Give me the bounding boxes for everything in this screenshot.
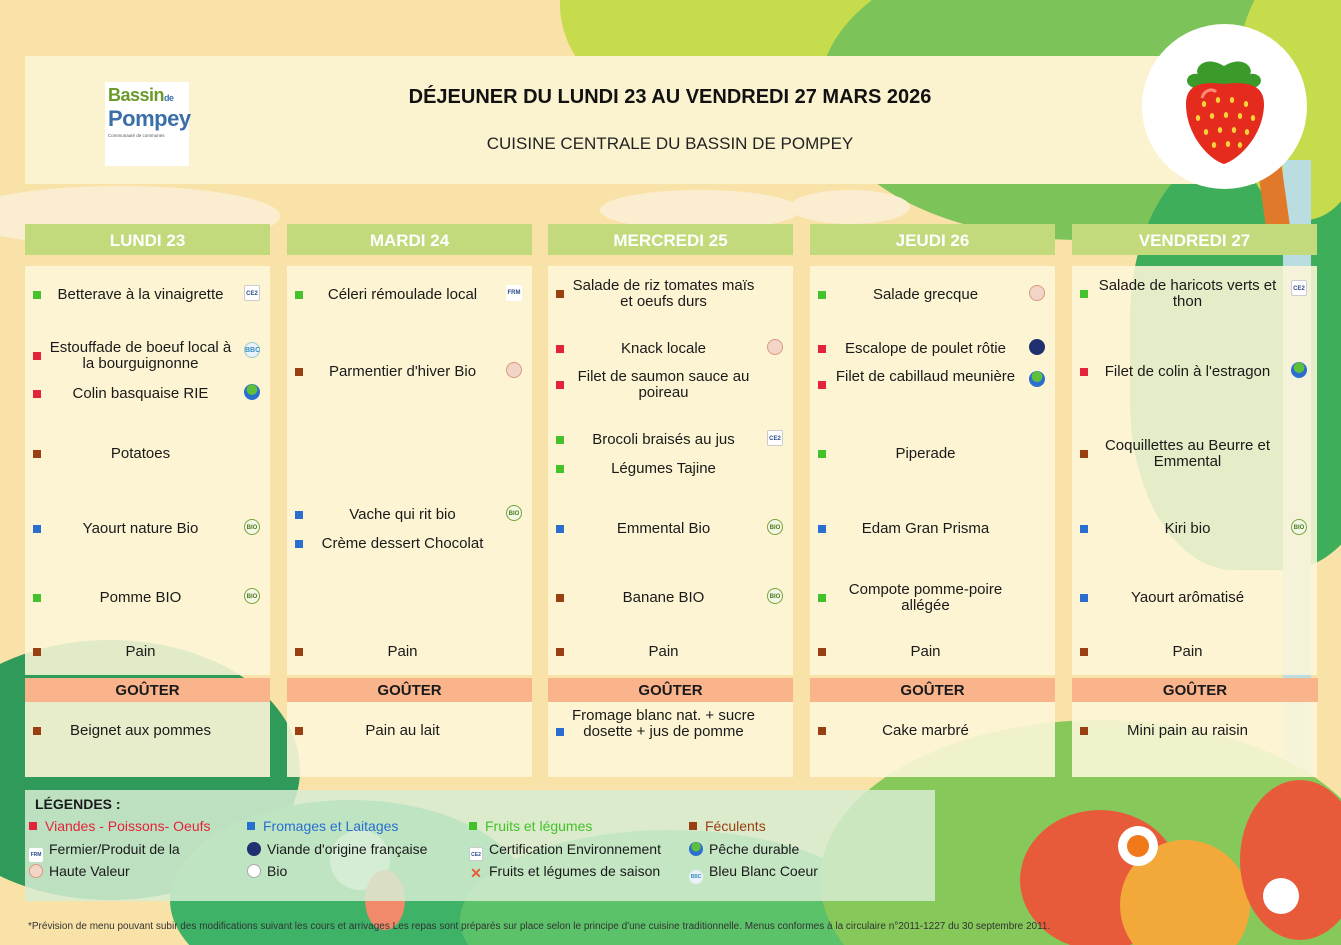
menu-item [25,644,270,660]
legend-fruits: Fruits et légumes [469,818,592,834]
legend-saison: ✕ Fruits et légumes de saison [470,863,661,881]
menu-item [548,590,793,606]
gouter-item-label: Mini pain au raisin [1127,722,1248,739]
bleu-blanc-coeur-icon: BBC [689,870,703,884]
menu-item-label: Kiri bio [1164,520,1211,537]
menu-item [548,278,793,310]
category-marker [295,291,303,299]
menu-item [548,341,793,357]
menu-item-label: Crème dessert Chocolat [321,535,484,552]
ce2-icon: CE2 [244,285,260,301]
day-header: VENDREDI 27 [1072,224,1317,255]
bio-icon: BIO [1291,519,1307,535]
legend-viande-fr: Viande d'origine française [247,841,427,857]
footnote: *Prévision de menu pouvant subir des modifications suivant les cours et arrivages Les repas sont préparés sur place selon le principe d'une cuisine traditionnelle. Menus conformes à la circulaire n°2011-1227 du 30 septembre 2011. [28,921,1051,932]
menu-item-label: Edam Gran Prisma [861,520,990,537]
menu-item [287,364,532,380]
menu-item [287,287,532,303]
fermier-icon: FRM [506,285,522,301]
menu-item [810,369,1055,385]
menu-item-label: Banane BIO [622,589,705,606]
category-marker [556,648,564,656]
gouter-panel [810,702,1055,777]
saison-icon: ✕ [470,865,482,881]
day-lunch-panel [1072,266,1317,675]
menu-item-label: Pain [910,643,941,660]
menu-item [1072,521,1317,537]
category-marker [33,352,41,360]
category-marker [1080,290,1088,298]
category-marker [556,381,564,389]
category-marker [818,594,826,602]
category-marker [818,648,826,656]
bleu-blanc-coeur-icon: BBC [244,342,260,358]
gouter-header: GOÛTER [548,678,793,702]
bio-icon: BIO [767,588,783,604]
menu-item [810,341,1055,357]
category-marker [1080,368,1088,376]
header-panel [25,56,1255,184]
gouter-item-label: Fromage blanc nat. + sucre dosette + jus de pomme [571,707,755,740]
menu-item [1072,278,1317,310]
haute-valeur-icon [1029,285,1045,301]
category-marker [1080,648,1088,656]
menu-item [548,461,793,477]
category-marker [556,345,564,353]
menu-item-label: Pain [387,643,418,660]
category-marker [33,291,41,299]
menu-item-label: Légumes Tajine [611,460,716,477]
menu-item-label: Yaourt arômatisé [1130,589,1245,606]
day-header: MARDI 24 [287,224,532,255]
legend-bio: Bio [247,863,287,879]
category-marker [1080,450,1088,458]
menu-item-label: Escalope de poulet rôtie [845,340,1006,357]
bio-icon [247,864,261,878]
menu-item [287,644,532,660]
menu-item-label: Filet de cabillaud meunière [835,368,1016,385]
menu-item-label: Knack locale [620,340,707,357]
legend-fermier: FRM Fermier/Produit de la [29,841,180,862]
day-lunch-panel [287,266,532,675]
category-marker [295,511,303,519]
legend-peche: Pêche durable [689,841,799,857]
menu-item-label: Coquillettes au Beurre et Emmental [1104,437,1271,470]
menu-item [25,287,270,303]
menu-item [25,521,270,537]
haute-valeur-icon [506,362,522,378]
menu-item [548,644,793,660]
category-marker [1080,594,1088,602]
gouter-item [810,723,1055,739]
menu-item-label: Colin basquaise RIE [72,385,209,402]
category-marker [295,648,303,656]
menu-item [25,386,270,402]
category-marker [556,290,564,298]
menu-item-label: Estouffade de boeuf local à la bourguignonne [49,339,232,372]
day-header: LUNDI 23 [25,224,270,255]
bio-icon: BIO [244,519,260,535]
gouter-item-label: Pain au lait [365,722,440,739]
gouter-item-label: Beignet aux pommes [70,722,211,739]
category-marker [33,594,41,602]
strawberry-icon [1142,24,1307,189]
day-header: MERCREDI 25 [548,224,793,255]
gouter-item-label: Cake marbré [882,722,969,739]
bio-icon: BIO [506,505,522,521]
menu-item [1072,364,1317,380]
ce2-icon: CE2 [767,430,783,446]
gouter-item [1072,723,1317,739]
legend-title: LÉGENDES : [35,796,121,812]
category-marker [818,727,826,735]
menu-item-label: Salade de riz tomates maïs et oeufs durs [572,277,755,310]
category-marker [818,345,826,353]
menu-item [548,369,793,401]
category-marker [295,368,303,376]
menu-item-label: Yaourt nature Bio [82,520,199,537]
menu-item [1072,438,1317,470]
gouter-item [25,723,270,739]
menu-item-label: Potatoes [110,445,171,462]
legend-fromages: Fromages et Laitages [247,818,398,834]
category-marker [295,540,303,548]
gouter-panel [25,702,270,777]
menu-item-label: Céleri rémoulade local [327,286,478,303]
haute-valeur-icon [29,864,43,878]
peche-durable-icon [244,384,260,400]
gouter-item [548,708,793,740]
menu-item-label: Parmentier d'hiver Bio [328,363,477,380]
peche-durable-icon [1029,371,1045,387]
menu-item [810,644,1055,660]
menu-item [810,287,1055,303]
gouter-header: GOÛTER [1072,678,1318,702]
category-marker [1080,525,1088,533]
peche-durable-icon [1291,362,1307,378]
legend-ce2: CE2 Certification Environnement [469,841,661,861]
menu-item-label: Filet de saumon sauce au poireau [577,368,750,401]
viande-francaise-icon [247,842,261,856]
page-title: DÉJEUNER DU LUNDI 23 AU VENDREDI 27 MARS 2026 [408,86,932,108]
menu-item-label: Vache qui rit bio [349,506,456,523]
legend-viandes: Viandes - Poissons- Oeufs [29,818,211,834]
menu-item [548,432,793,448]
category-marker [1080,727,1088,735]
menu-item-label: Betterave à la vinaigrette [57,286,224,303]
viande-francaise-icon [1029,339,1045,355]
menu-item [287,536,532,552]
category-marker [556,436,564,444]
gouter-header: GOÛTER [287,678,532,702]
gouter-header: GOÛTER [25,678,270,702]
page-subtitle: CUISINE CENTRALE DU BASSIN DE POMPEY [486,134,854,153]
menu-item-label: Salade de haricots verts et thon [1098,277,1277,310]
menu-item-label: Emmental Bio [616,520,711,537]
menu-item-label: Piperade [895,445,956,462]
category-marker [33,727,41,735]
category-marker [33,648,41,656]
menu-item-label: Salade grecque [872,286,979,303]
ce2-icon: CE2 [469,847,483,861]
category-marker [556,594,564,602]
menu-item [1072,590,1317,606]
menu-item-label: Pain [648,643,679,660]
category-marker [556,465,564,473]
category-marker [556,728,564,736]
menu-item [25,446,270,462]
menu-item [25,340,270,372]
category-marker [818,381,826,389]
menu-item [287,507,532,523]
category-marker [33,450,41,458]
gouter-panel [287,702,532,777]
ce2-icon: CE2 [1291,280,1307,296]
menu-item-label: Pain [1172,643,1203,660]
haute-valeur-icon [767,339,783,355]
menu-item [810,521,1055,537]
category-marker [818,525,826,533]
menu-item [810,582,1055,614]
menu-item [810,446,1055,462]
menu-item [25,590,270,606]
category-marker [818,450,826,458]
menu-item-label: Compote pomme-poire allégée [848,581,1003,614]
bio-icon: BIO [244,588,260,604]
bassin-de-pompey-logo: Bassinde Pompey Communauté de communes [105,82,189,166]
menu-item-label: Pain [125,643,156,660]
gouter-header: GOÛTER [810,678,1055,702]
category-marker [33,525,41,533]
menu-item [1072,644,1317,660]
menu-item [548,521,793,537]
category-marker [556,525,564,533]
menu-item-label: Brocoli braisés au jus [592,431,735,448]
day-lunch-panel [25,266,270,675]
menu-item-label: Filet de colin à l'estragon [1104,363,1271,380]
legend-haute-valeur: Haute Valeur [29,863,130,879]
fermier-icon: FRM [29,848,43,862]
menu-item-label: Pomme BIO [99,589,182,606]
day-header: JEUDI 26 [810,224,1055,255]
category-marker [818,291,826,299]
category-marker [295,727,303,735]
category-marker [33,390,41,398]
legend-feculents: Féculents [689,818,766,834]
gouter-panel [1072,702,1317,777]
bio-icon: BIO [767,519,783,535]
legend-bbc: BBC Bleu Blanc Coeur [689,863,818,884]
legend [25,790,935,901]
gouter-item [287,723,532,739]
peche-durable-icon [689,842,703,856]
